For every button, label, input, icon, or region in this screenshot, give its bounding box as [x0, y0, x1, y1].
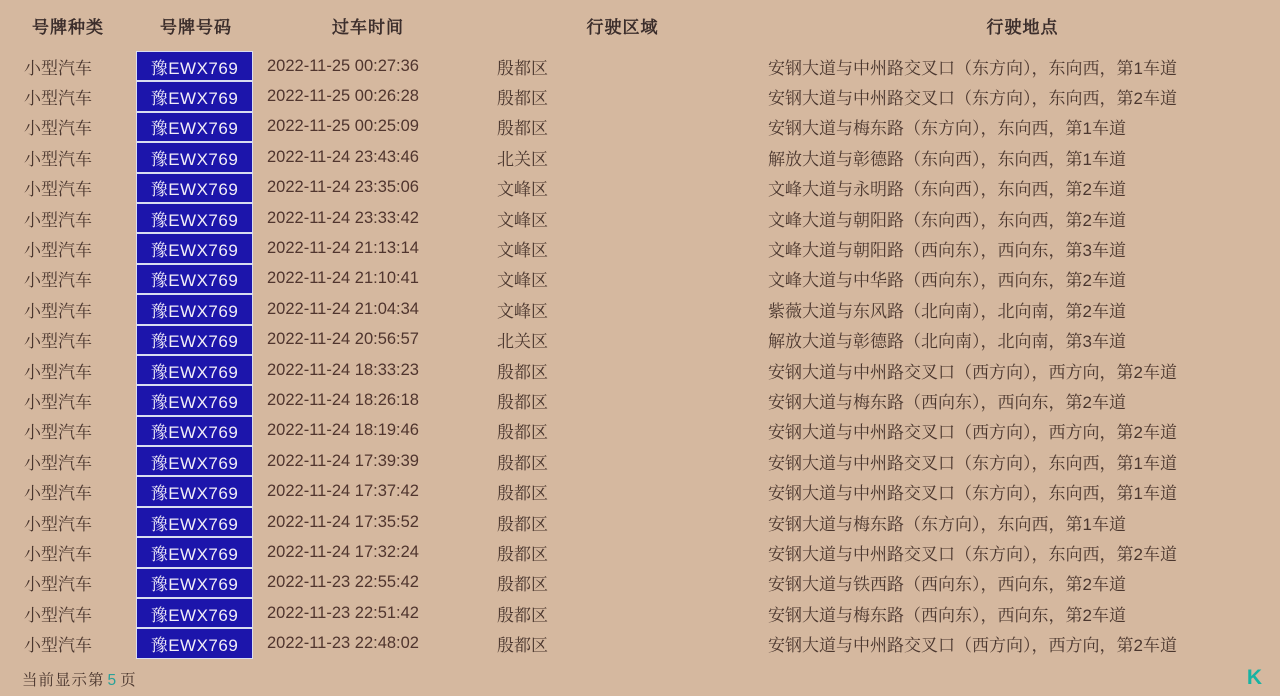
plate-type-cell: 小型汽车	[24, 332, 92, 352]
pass-time-cell: 2022-11-24 23:43:46	[267, 147, 419, 166]
plate-number-badge[interactable]: 豫EWX769	[136, 568, 253, 598]
plate-number-badge[interactable]: 豫EWX769	[136, 112, 253, 142]
plate-number-badge[interactable]: 豫EWX769	[136, 81, 253, 111]
plate-number-cell	[136, 355, 256, 385]
table-row	[0, 325, 1280, 355]
plate-number-cell	[136, 476, 256, 506]
driving-area-cell: 殷都区	[497, 544, 548, 564]
driving-location-cell: 安钢大道与中州路交叉口（东方向），东向西，第2车道	[768, 89, 1177, 109]
pass-time-cell: 2022-11-24 21:10:41	[267, 269, 419, 288]
driving-area-cell: 殷都区	[497, 605, 548, 625]
driving-area-cell: 殷都区	[497, 484, 548, 504]
driving-area-cell: 殷都区	[497, 453, 548, 473]
plate-type-cell: 小型汽车	[24, 392, 92, 412]
driving-area-cell: 殷都区	[497, 514, 548, 534]
plate-number-cell	[136, 51, 256, 81]
plate-type-cell: 小型汽车	[24, 271, 92, 291]
pagination-prefix: 当前显示第	[22, 671, 105, 689]
table-row	[0, 628, 1280, 658]
plate-number-badge[interactable]: 豫EWX769	[136, 598, 253, 628]
plate-type-cell: 小型汽车	[24, 423, 92, 443]
driving-area-cell: 殷都区	[497, 119, 548, 139]
plate-number-cell	[136, 628, 256, 658]
driving-area-cell: 北关区	[497, 149, 548, 169]
driving-location-cell: 安钢大道与梅东路（东方向），东向西，第1车道	[768, 514, 1126, 534]
pass-time-cell: 2022-11-24 18:33:23	[267, 360, 419, 379]
pass-time-cell: 2022-11-23 22:51:42	[267, 603, 419, 622]
table-row	[0, 51, 1280, 81]
table-row	[0, 446, 1280, 476]
driving-area-cell: 文峰区	[497, 301, 548, 321]
driving-location-cell: 安钢大道与中州路交叉口（东方向），东向西，第1车道	[768, 453, 1177, 473]
plate-type-cell: 小型汽车	[24, 301, 92, 321]
plate-type-cell: 小型汽车	[24, 180, 92, 200]
pass-time-cell: 2022-11-24 21:13:14	[267, 239, 419, 258]
plate-number-cell	[136, 385, 256, 415]
table-row	[0, 476, 1280, 506]
table-row	[0, 568, 1280, 598]
plate-number-cell	[136, 81, 256, 111]
plate-number-badge[interactable]: 豫EWX769	[136, 142, 253, 172]
plate-number-badge[interactable]: 豫EWX769	[136, 385, 253, 415]
driving-location-cell: 解放大道与彰德路（东向西），东向西，第1车道	[768, 149, 1126, 169]
plate-number-badge[interactable]: 豫EWX769	[136, 507, 253, 537]
plate-number-cell	[136, 568, 256, 598]
table-row	[0, 233, 1280, 263]
pass-time-cell: 2022-11-23 22:55:42	[267, 573, 419, 592]
current-page-number: 5	[107, 671, 118, 689]
pass-time-cell: 2022-11-23 22:48:02	[267, 634, 419, 653]
plate-number-badge[interactable]: 豫EWX769	[136, 325, 253, 355]
driving-location-cell: 文峰大道与永明路（东向西），东向西，第2车道	[768, 180, 1126, 200]
plate-number-cell	[136, 233, 256, 263]
driving-location-cell: 安钢大道与中州路交叉口（西方向），西方向，第2车道	[768, 362, 1177, 382]
driving-area-cell: 殷都区	[497, 392, 548, 412]
plate-number-badge[interactable]: 豫EWX769	[136, 476, 253, 506]
driving-location-cell: 紫薇大道与东风路（北向南），北向南，第2车道	[768, 301, 1126, 321]
plate-number-cell	[136, 325, 256, 355]
pass-time-cell: 2022-11-25 00:27:36	[267, 56, 419, 75]
plate-number-badge[interactable]: 豫EWX769	[136, 233, 253, 263]
plate-type-cell: 小型汽车	[24, 210, 92, 230]
table-row	[0, 81, 1280, 111]
driving-location-cell: 安钢大道与中州路交叉口（西方向），西方向，第2车道	[768, 423, 1177, 443]
driving-area-cell: 殷都区	[497, 423, 548, 443]
plate-type-cell: 小型汽车	[24, 119, 92, 139]
pass-time-cell: 2022-11-25 00:26:28	[267, 87, 419, 106]
header-plate-type: 号牌种类	[32, 18, 104, 37]
driving-location-cell: 文峰大道与朝阳路（西向东），西向东，第3车道	[768, 241, 1126, 261]
plate-type-cell: 小型汽车	[24, 544, 92, 564]
table-row	[0, 142, 1280, 172]
driving-location-cell: 安钢大道与梅东路（东方向），东向西，第1车道	[768, 119, 1126, 139]
plate-number-badge[interactable]: 豫EWX769	[136, 537, 253, 567]
header-pass-time: 过车时间	[332, 18, 404, 37]
driving-location-cell: 安钢大道与梅东路（西向东），西向东，第2车道	[768, 392, 1126, 412]
plate-type-cell: 小型汽车	[24, 636, 92, 656]
plate-number-badge[interactable]: 豫EWX769	[136, 173, 253, 203]
plate-number-cell	[136, 142, 256, 172]
plate-number-cell	[136, 416, 256, 446]
plate-number-cell	[136, 112, 256, 142]
plate-number-cell	[136, 507, 256, 537]
table-row	[0, 598, 1280, 628]
plate-type-cell: 小型汽车	[24, 241, 92, 261]
pass-time-cell: 2022-11-24 20:56:57	[267, 330, 419, 349]
driving-location-cell: 解放大道与彰德路（北向南），北向南，第3车道	[768, 332, 1126, 352]
driving-area-cell: 文峰区	[497, 241, 548, 261]
table-row	[0, 294, 1280, 324]
plate-number-cell	[136, 203, 256, 233]
pass-time-cell: 2022-11-24 23:33:42	[267, 208, 419, 227]
table-row	[0, 416, 1280, 446]
plate-type-cell: 小型汽车	[24, 605, 92, 625]
plate-type-cell: 小型汽车	[24, 484, 92, 504]
table-row	[0, 385, 1280, 415]
driving-location-cell: 安钢大道与中州路交叉口（东方向），东向西，第1车道	[768, 484, 1177, 504]
driving-area-cell: 殷都区	[497, 636, 548, 656]
k-watermark-logo: K	[1246, 666, 1262, 689]
header-plate-number: 号牌号码	[160, 18, 232, 37]
driving-location-cell: 安钢大道与铁西路（西向东），西向东，第2车道	[768, 575, 1126, 595]
table-row	[0, 112, 1280, 142]
table-row	[0, 537, 1280, 567]
pass-time-cell: 2022-11-24 18:26:18	[267, 390, 419, 409]
pass-time-cell: 2022-11-24 17:32:24	[267, 542, 419, 561]
driving-area-cell: 殷都区	[497, 575, 548, 595]
plate-type-cell: 小型汽车	[24, 453, 92, 473]
driving-area-cell: 北关区	[497, 332, 548, 352]
driving-area-cell: 殷都区	[497, 58, 548, 78]
plate-number-badge[interactable]: 豫EWX769	[136, 355, 253, 385]
plate-number-badge[interactable]: 豫EWX769	[136, 628, 253, 658]
plate-number-cell	[136, 537, 256, 567]
driving-location-cell: 安钢大道与中州路交叉口（东方向），东向西，第2车道	[768, 544, 1177, 564]
table-row	[0, 203, 1280, 233]
pagination-status	[0, 668, 1280, 690]
plate-type-cell: 小型汽车	[24, 149, 92, 169]
plate-number-badge[interactable]: 豫EWX769	[136, 294, 253, 324]
pass-time-cell: 2022-11-24 17:39:39	[267, 451, 419, 470]
driving-area-cell: 殷都区	[497, 89, 548, 109]
pass-time-cell: 2022-11-24 21:04:34	[267, 299, 419, 318]
plate-type-cell: 小型汽车	[24, 362, 92, 382]
pass-time-cell: 2022-11-24 17:35:52	[267, 512, 419, 531]
driving-area-cell: 殷都区	[497, 362, 548, 382]
plate-number-cell	[136, 598, 256, 628]
pass-time-cell: 2022-11-25 00:25:09	[267, 117, 419, 136]
driving-area-cell: 文峰区	[497, 180, 548, 200]
pass-time-cell: 2022-11-24 17:37:42	[267, 482, 419, 501]
plate-type-cell: 小型汽车	[24, 89, 92, 109]
plate-type-cell: 小型汽车	[24, 514, 92, 534]
plate-number-badge[interactable]: 豫EWX769	[136, 51, 253, 81]
plate-number-cell	[136, 264, 256, 294]
plate-number-badge[interactable]: 豫EWX769	[136, 416, 253, 446]
driving-location-cell: 文峰大道与朝阳路（东向西），东向西，第2车道	[768, 210, 1126, 230]
plate-number-badge[interactable]: 豫EWX769	[136, 446, 253, 476]
driving-location-cell: 安钢大道与中州路交叉口（东方向），东向西，第1车道	[768, 58, 1177, 78]
plate-number-cell	[136, 446, 256, 476]
driving-location-cell: 安钢大道与中州路交叉口（西方向），西方向，第2车道	[768, 636, 1177, 656]
table-row	[0, 264, 1280, 294]
plate-number-badge[interactable]: 豫EWX769	[136, 264, 253, 294]
driving-area-cell: 文峰区	[497, 210, 548, 230]
pagination-suffix: 页	[120, 671, 137, 689]
table-row	[0, 507, 1280, 537]
plate-type-cell: 小型汽车	[24, 58, 92, 78]
driving-location-cell: 安钢大道与梅东路（西向东），西向东，第2车道	[768, 605, 1126, 625]
plate-type-cell: 小型汽车	[24, 575, 92, 595]
table-body	[0, 51, 1280, 659]
table-row	[0, 355, 1280, 385]
table-row	[0, 173, 1280, 203]
plate-number-badge[interactable]: 豫EWX769	[136, 203, 253, 233]
pass-time-cell: 2022-11-24 23:35:06	[267, 178, 419, 197]
driving-location-cell: 文峰大道与中华路（西向东），西向东，第2车道	[768, 271, 1126, 291]
pass-time-cell: 2022-11-24 18:19:46	[267, 421, 419, 440]
plate-number-cell	[136, 294, 256, 324]
driving-area-cell: 文峰区	[497, 271, 548, 291]
header-driving-area: 行驶区域	[586, 18, 659, 37]
plate-number-cell	[136, 173, 256, 203]
header-driving-location: 行驶地点	[986, 18, 1059, 37]
table-header-row	[0, 0, 1280, 51]
